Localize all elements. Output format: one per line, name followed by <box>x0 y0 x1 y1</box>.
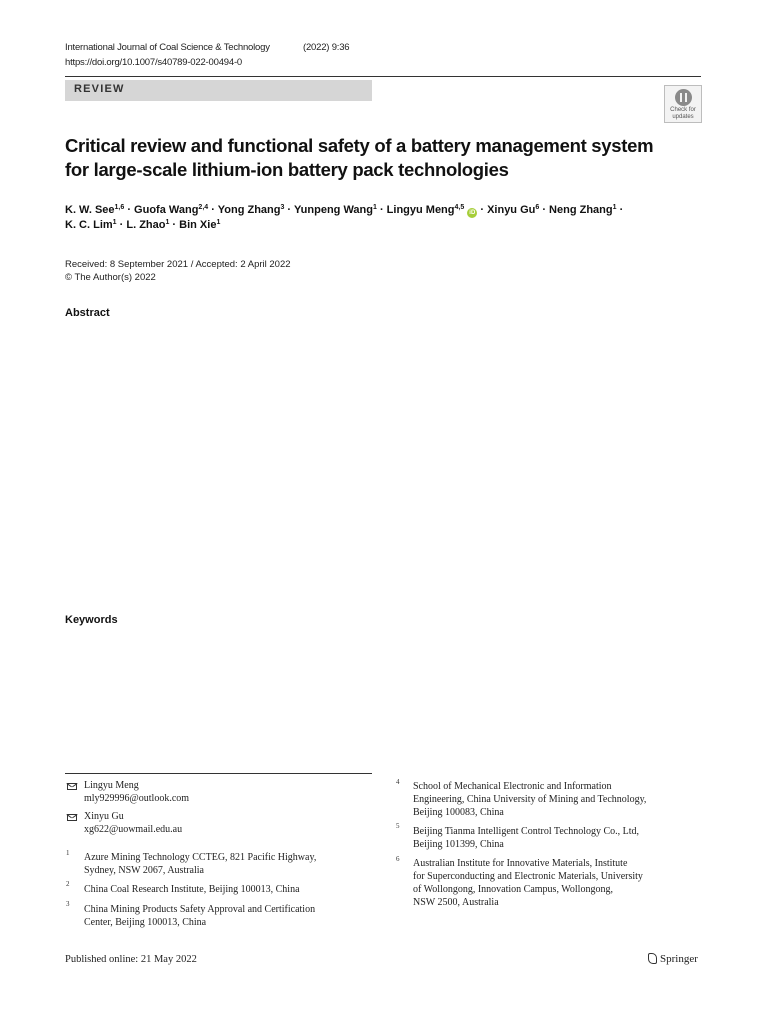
author-name[interactable]: Yunpeng Wang <box>293 204 373 216</box>
author-name[interactable]: L. Zhao <box>126 219 166 231</box>
author-affiliation: 1 <box>372 204 377 211</box>
contact-name: Xinyu Gu <box>84 811 124 822</box>
envelope-icon <box>67 783 77 790</box>
journal-name: International Journal of Coal Science & Technology <box>65 42 270 53</box>
author-name[interactable]: Neng Zhang <box>549 204 613 216</box>
author-affiliation: 1 <box>216 219 221 226</box>
affiliation-3: China Mining Products Safety Approval and Certification Center, Beijing 100013, China <box>84 904 316 928</box>
check-for-updates-label: Check for updates <box>670 107 696 120</box>
affiliation-number: 3 <box>66 900 70 908</box>
author-name[interactable]: K. C. Lim <box>65 219 113 231</box>
publisher-name: Springer <box>660 953 698 965</box>
volume-info: (2022) 9:36 <box>303 42 350 53</box>
article-dates <box>65 258 291 284</box>
author-name[interactable]: K. W. See <box>65 204 115 216</box>
author-list <box>65 203 705 233</box>
doi-link[interactable]: https://doi.org/10.1007/s40789-022-00494-0 <box>65 57 242 68</box>
publisher-logo <box>648 953 698 965</box>
check-for-updates-badge[interactable] <box>664 85 702 123</box>
affiliation-5: Beijing Tianma Intelligent Control Technology Co., Ltd, Beijing 101399, China <box>413 826 640 850</box>
contact-email[interactable]: xg622@uowmail.edu.au <box>84 824 183 835</box>
affiliation-6: Australian Institute for Innovative Materials, Institute for Superconducting and Electronic Materials, University of Wollongong, Innovation Campus, Wollongong, NSW 2500, Australia <box>413 858 643 908</box>
author-line-1: K. W. See$^{1,6}$ · Guofa Wang$^{2,4}$ · Yong Zhang$^3$ · Yunpeng Wang$^1$ · Lingyu Meng$^{4,5}$ iD · Xinyu $Gu^6$ · Neng Zhang$^1$ · <box>65 204 624 216</box>
article-type-label: REVIEW <box>74 83 125 95</box>
header-rule <box>65 76 701 77</box>
contact-email[interactable]: mly929996@outlook.com <box>84 793 190 804</box>
contact-name: Lingyu Meng <box>84 780 139 791</box>
author-affiliation: 1 <box>165 219 170 226</box>
affiliation-number: 1 <box>66 849 70 857</box>
title-line-2: for large-scale lithium-ion battery pack technologies <box>65 159 509 180</box>
bookmark-icon <box>675 89 692 106</box>
affiliation-number: 6 <box>396 855 400 863</box>
contact-2 <box>84 810 182 836</box>
published-online: Published online: 21 May 2022 <box>65 954 197 965</box>
author-affiliation: 1 <box>612 204 617 211</box>
abstract-heading: Abstract <box>65 307 110 319</box>
author-affiliation: 1,6 <box>114 204 125 211</box>
article-type-band <box>65 80 372 101</box>
title-line-1: Critical review and functional safety of a battery management system <box>65 135 654 156</box>
affiliation-1: Azure Mining Technology CCTEG, 821 Pacific Highway, Sydney, NSW 2067, Australia <box>84 852 317 876</box>
author-name[interactable]: Xinyu Gu <box>487 204 536 216</box>
footnote-rule <box>65 773 372 774</box>
author-name[interactable]: Yong Zhang <box>217 204 281 216</box>
author-name[interactable]: Lingyu Meng <box>386 204 455 216</box>
author-name[interactable]: Bin Xie <box>179 219 217 231</box>
author-line-2: K. C. Lim$^1$ · L. Zhao$^1$ · Bin Xie$^1$ <box>65 219 221 231</box>
author-affiliation: 3 <box>280 204 285 211</box>
affiliation-4: School of Mechanical Electronic and Information Engineering, China University of Mining and Technology, Beijing 100083, China <box>413 781 647 818</box>
author-affiliation: 1 <box>112 219 117 226</box>
author-affiliation: 2,4 <box>198 204 209 211</box>
copyright: © The Author(s) 2022 <box>65 272 156 283</box>
author-affiliation: 6 <box>535 204 540 211</box>
contact-1 <box>84 779 189 805</box>
author-affiliation: 4,5 <box>454 204 465 211</box>
springer-horse-icon <box>648 953 657 964</box>
orcid-icon[interactable]: iD <box>469 210 476 216</box>
article-title <box>65 134 685 182</box>
affiliation-number: 2 <box>66 880 70 888</box>
received-accepted: Received: 8 September 2021 / Accepted: 2 April 2022 <box>65 259 291 270</box>
keywords-heading: Keywords <box>65 614 118 626</box>
envelope-icon <box>67 814 77 821</box>
affiliation-number: 4 <box>396 778 400 786</box>
affiliation-2: China Coal Research Institute, Beijing 100013, China <box>84 884 300 895</box>
author-name[interactable]: Guofa Wang <box>134 204 199 216</box>
affiliation-number: 5 <box>396 822 400 830</box>
